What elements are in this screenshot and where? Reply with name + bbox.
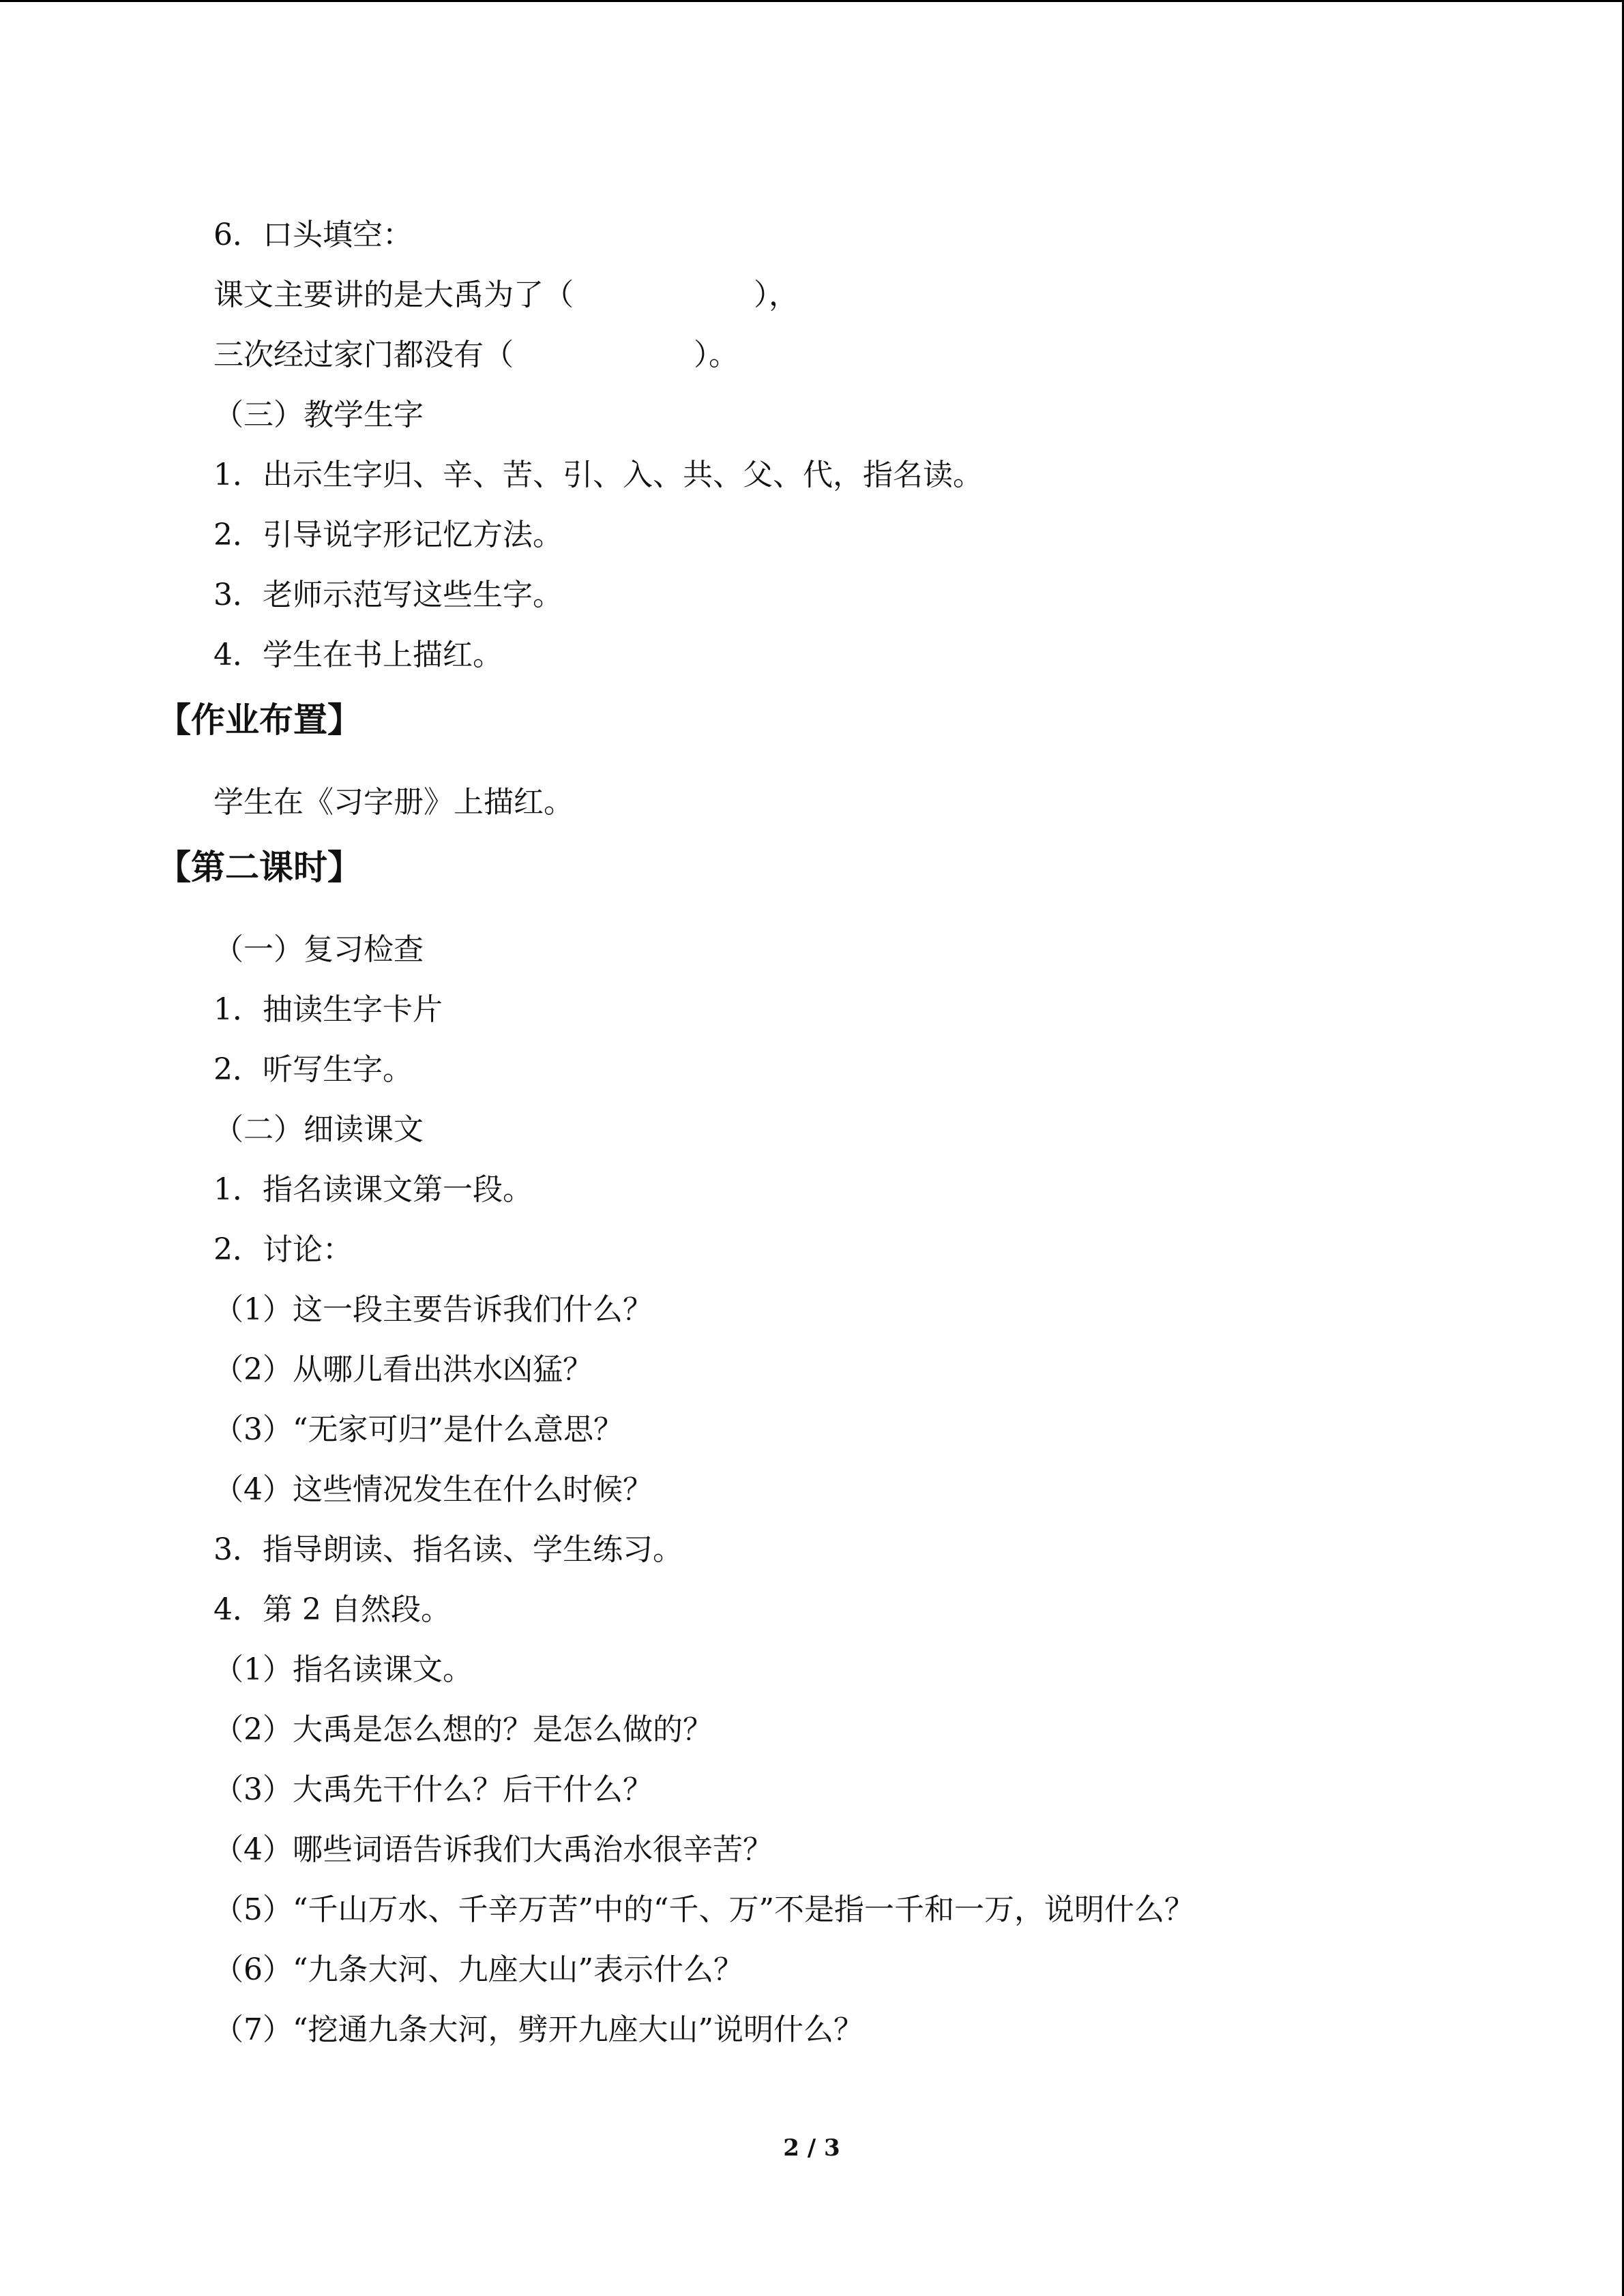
question-line: （1）这一段主要告诉我们什么？ [213, 1292, 653, 1327]
question-line: （3）“无家可归”是什么意思？ [213, 1412, 623, 1447]
fill-blank-line: 三次经过家门都没有（ ）。 [213, 338, 739, 372]
question-line: （7）“挖通九条大河，劈开九座大山”说明什么？ [213, 2012, 863, 2047]
section-subheading: （一）复习检查 [213, 932, 424, 967]
body-line: 4．学生在书上描红。 [213, 638, 503, 672]
question-line: （6）“九条大河、九座大山”表示什么？ [213, 1952, 743, 1987]
fill-blank-line: 课文主要讲的是大禹为了（ ）， [213, 278, 799, 312]
question-line: （2）从哪儿看出洪水凶猛？ [213, 1352, 593, 1387]
body-line: 2．听写生字。 [213, 1052, 413, 1087]
page-number: 2 / 3 [783, 2134, 840, 2162]
body-line: 3．老师示范写这些生字。 [213, 578, 563, 612]
homework-text: 学生在《习字册》上描红。 [213, 785, 574, 820]
section-heading-lesson2: 【第二课时】 [157, 848, 361, 887]
body-line: 1．抽读生字卡片 [213, 992, 443, 1027]
body-line: 4．第 2 自然段。 [213, 1592, 451, 1627]
question-line: （3）大禹先干什么？后干什么？ [213, 1772, 653, 1807]
question-line: （4）哪些词语告诉我们大禹治水很辛苦？ [213, 1832, 773, 1867]
question-line: （5）“千山万水、千辛万苦”中的“千、万”不是指一千和一万，说明什么？ [213, 1892, 1194, 1927]
body-line: 1．指名读课文第一段。 [213, 1172, 533, 1207]
question-line: （2）大禹是怎么想的？是怎么做的？ [213, 1712, 713, 1747]
section-subheading: （二）细读课文 [213, 1112, 424, 1147]
body-line: 2．引导说字形记忆方法。 [213, 518, 563, 552]
body-line: 3．指导朗读、指名读、学生练习。 [213, 1532, 683, 1567]
body-line: 1．出示生字归、辛、苦、引、入、共、父、代，指名读。 [213, 458, 983, 492]
question-line: （4）这些情况发生在什么时候？ [213, 1472, 653, 1507]
body-line: 6．口头填空： [213, 218, 413, 252]
body-line: 2．讨论： [213, 1232, 353, 1267]
page-top-border [0, 0, 1624, 2]
question-line: （1）指名读课文。 [213, 1652, 473, 1687]
section-heading-homework: 【作业布置】 [157, 700, 361, 740]
section-subheading: （三）教学生字 [213, 398, 424, 432]
